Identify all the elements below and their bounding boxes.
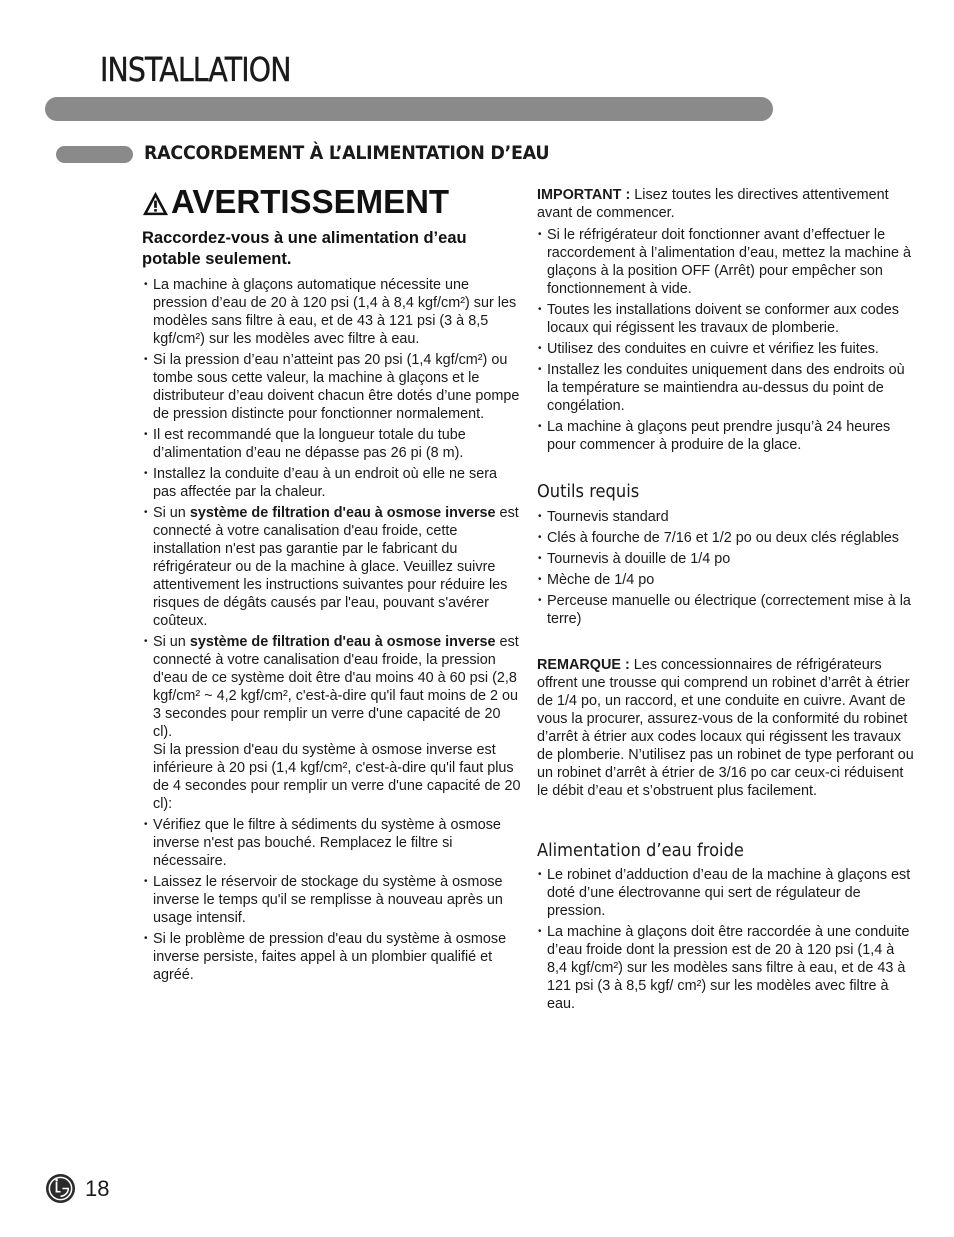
- warning-triangle-icon: [142, 190, 169, 217]
- remark-note: REMARQUE : Les concessionnaires de réfrigérateurs offrent une trousse qui comprend un robinet d’arrêt à étrier de 1/4 po, un raccord, et une conduite en cuivre. Avant de vous la procurer, assurez-vous de la conformité du robinet d’arrêt à étrier aux codes locaux qui régissent les travaux de plomberie. N’utilisez pas un robinet de type perforant ou un robinet d’arrêt à étrier de 3/16 po car ceux-ci réduisent le débit d’eau et s’obstruent plus facilement.: [537, 657, 914, 799]
- lg-logo-icon: [45, 1173, 76, 1204]
- list-item: • Tournevis standard: [538, 509, 669, 525]
- page-number: 18: [85, 1176, 110, 1201]
- list-item: • Perceuse manuelle ou électrique (correctement mise à la terre): [538, 593, 911, 627]
- cold-water-heading: Alimentation d’eau froide: [537, 841, 744, 861]
- list-item: • Si un système de filtration d'eau à osmose inverse est connecté à votre canalisation d'eau froide, cette installation n'est pas garantie par le fabricant du réfrigérateur ou de la machine à glace. Veuillez suivre attentivement les instructions suivantes pour réduire les risques de dégâts causés par l'eau, pouvant s'avérer coûteux.: [144, 505, 519, 629]
- left-bullet-list: [143, 276, 521, 987]
- list-item: • Si le problème de pression d'eau du système à osmose inverse persiste, faites appel à un plombier qualifié et agréé.: [144, 931, 507, 983]
- list-item: • Mèche de 1/4 po: [538, 572, 655, 588]
- list-item: • La machine à glaçons peut prendre jusqu’à 24 heures pour commencer à produire de la glace.: [538, 419, 891, 453]
- list-item: • Si la pression d’eau n’atteint pas 20 psi (1,4 kgf/cm²) ou tombe sous cette valeur, la machine à glaçons et le distributeur d’eau doivent chacun être dotés d’une pompe de pression distincte pour fonctionner normalement.: [144, 352, 520, 422]
- warning-title: AVERTISSEMENT: [171, 183, 450, 220]
- section-heading: RACCORDEMENT À L’ALIMENTATION D’EAU: [144, 142, 550, 164]
- cold-water-list: [537, 866, 917, 1016]
- list-item: • Laissez le réservoir de stockage du système à osmose inverse le temps qu'il se remplisse à nouveau après un usage intensif.: [144, 874, 503, 926]
- list-item: • Installez les conduites uniquement dans des endroits où la température se maintiendra au-dessus du point de congélation.: [538, 362, 905, 414]
- title-bar: [45, 97, 773, 121]
- list-item: • Si un système de filtration d'eau à osmose inverse est connecté à votre canalisation d'eau froide, la pression d'eau de ce système doit être d'au moins 40 à 60 psi (2,8 kgf/cm² ~ 4,2 kgf/cm², c'est-à-dire qu'il faut moins de 2 ou 3 secondes pour remplir un verre d'une capacité de 20 cl). Si la pression d'eau du système à osmose inverse est inférieure à 20 psi (1,4 kgf/cm², c'est-à-dire qu'il faut plus de 4 secondes pour remplir un verre d'une capacité de 20 cl):: [144, 634, 521, 812]
- page-title: INSTALLATION: [100, 50, 291, 89]
- list-item: • Toutes les installations doivent se conformer aux codes locaux qui régissent les travaux de plomberie.: [538, 302, 899, 336]
- tools-list: [537, 508, 917, 631]
- list-item: • Vérifiez que le filtre à sédiments du système à osmose inverse n'est pas bouché. Remplacez le filtre si nécessaire.: [144, 817, 501, 869]
- list-item: • La machine à glaçons doit être raccordée à une conduite d’eau froide dont la pression est de 20 à 120 psi (1,4 à 8,4 kgf/cm²) sur les modèles sans filtre à eau, et de 43 à 121 psi (3 à 8,5 kgf/ cm²) sur les modèles avec filtre à eau.: [538, 924, 910, 1012]
- list-item: • Installez la conduite d’eau à un endroit où elle ne sera pas affectée par la chaleur.: [144, 466, 498, 500]
- list-item: • Utilisez des conduites en cuivre et vérifiez les fuites.: [538, 341, 879, 357]
- list-item: • Si le réfrigérateur doit fonctionner avant d’effectuer le raccordement à l’alimentation d’eau, mettez la machine à glaçons à la position OFF (Arrêt) pour empêcher son fonctionnement à vide.: [538, 227, 911, 297]
- list-item: • Le robinet d’adduction d’eau de la machine à glaçons est doté d’une électrovanne qui sert de régulateur de pression.: [538, 867, 911, 919]
- list-item: • Clés à fourche de 7/16 et 1/2 po ou deux clés réglables: [538, 530, 900, 546]
- potable-subheading: Raccordez-vous à une alimentation d’eau potable seulement.: [142, 229, 467, 268]
- important-bullet-list: [537, 226, 917, 457]
- tools-heading: Outils requis: [537, 482, 640, 502]
- section-pill: [56, 146, 133, 163]
- warning-heading: [142, 183, 449, 221]
- list-item: • Tournevis à douille de 1/4 po: [538, 551, 731, 567]
- list-item: • La machine à glaçons automatique nécessite une pression d’eau de 20 à 120 psi (1,4 à 8,4 kgf/cm²) sur les modèles sans filtre à eau, et de 43 à 121 psi (3 à 8,5 kgf/cm²) sur les modèles avec filtre à eau.: [144, 277, 517, 347]
- important-note: IMPORTANT : Lisez toutes les directives attentivement avant de commencer.: [537, 187, 889, 221]
- list-item: • Il est recommandé que la longueur totale du tube d’alimentation d’eau ne dépasse pas 26 pi (8 m).: [144, 427, 466, 461]
